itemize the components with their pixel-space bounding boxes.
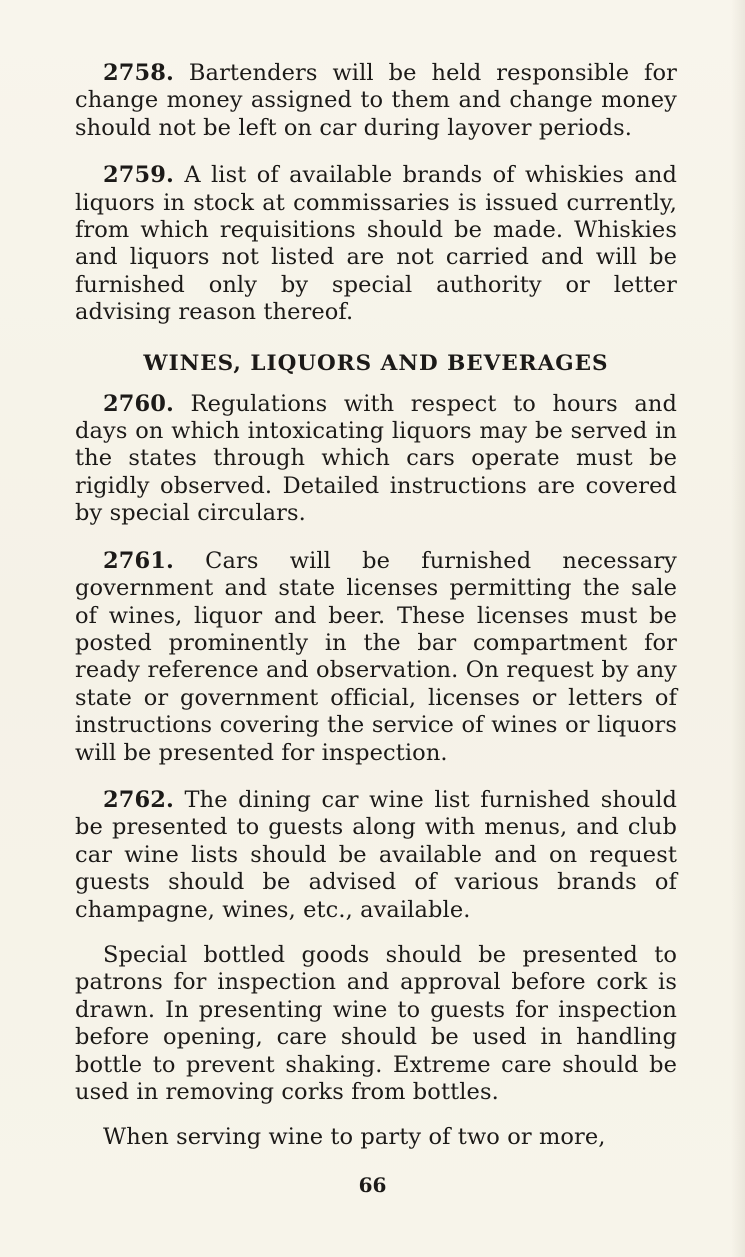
- page-number: 66: [358, 1173, 387, 1197]
- paragraph-text: Special bottled goods should be presented to patrons for inspection and approval before cork is drawn. In presenting wine to guests for inspection before opening, care should be used in handling bottle to prevent shaking. Extreme care should be used in removing corks from bottles.: [75, 941, 677, 1105]
- paragraph-text: A list of available brands of whiskies and liquors in stock at commissaries is issued currently, from which requisitions should be made. Whiskies and liquors not listed are not carried and will be furnished only by special authority or letter advising reason thereof.: [75, 162, 677, 326]
- paragraph-2758: [75, 60, 677, 142]
- paragraph-2762: [75, 787, 677, 924]
- paragraph-number: 2762.: [103, 786, 174, 813]
- section-heading: WINES, LIQUORS AND BEVERAGES: [143, 350, 609, 376]
- paragraph-serving-wine: [75, 1124, 677, 1151]
- paragraph-text: When serving wine to party of two or more,: [103, 1124, 606, 1151]
- paragraph-number: 2758.: [103, 60, 174, 86]
- paragraph-text: Regulations with respect to hours and days on which intoxicating liquors may be served in the states through which cars operate must be rigidly observed. Detailed instructions are covered by special circulars.: [75, 390, 677, 527]
- paragraph-text: The dining car wine list furnished should be presented to guests along with menus, and club car wine lists should be available and on request guests should be advised of various brands of champagne, wines, etc., available.: [75, 786, 677, 923]
- paragraph-text: Bartenders will be held responsible for change money assigned to them and change money should not be left on car during layover periods.: [75, 60, 677, 141]
- paragraph-number: 2761.: [103, 547, 174, 574]
- paragraph-2759: [75, 162, 677, 326]
- paragraph-number: 2760.: [103, 390, 174, 417]
- paragraph-text: Cars will be furnished necessary government and state licenses permitting the sale of wines, liquor and beer. These licenses must be posted prominently in the bar compartment for ready reference and observation. On request by any state or government official, licenses or letters of instructions covering the service of wines or liquors will be presented for inspection.: [75, 547, 677, 766]
- paragraph-number: 2759.: [103, 162, 174, 189]
- paragraph-2760: [75, 391, 677, 528]
- paragraph-2761: [75, 548, 677, 767]
- paragraph-special-bottled-goods: [75, 942, 677, 1106]
